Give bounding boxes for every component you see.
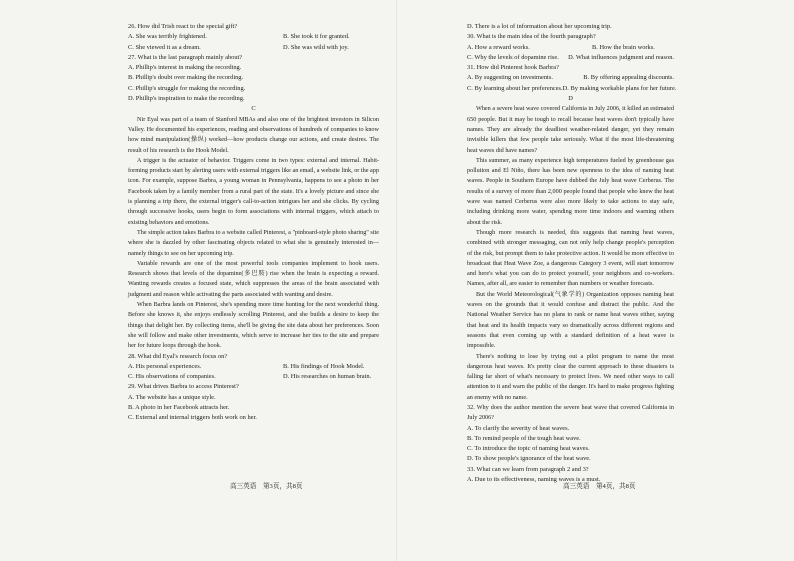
option-32d: D. To show people's ignorance of the heat wave. (467, 455, 591, 463)
passage-d-paragraph-4: But the World Meteorological(气象学的) Organization opposes naming heat waves on the grounds that it would confuse and distract the public. And the National Weather Service has no plans to rank or name heat waves either, saying that heat and its health impacts vary so dramatically across different regions and seasons that even coming up with a standard definition of a heat wave is impossible. (467, 290, 674, 350)
question-26: 26. How did Trish react to the special gift? (128, 23, 238, 30)
option-27d: D. Phillip's inspiration to make the recording. (128, 95, 245, 103)
right-page-footer: 高三英语 第4页，共8页 (563, 483, 636, 490)
option-29c: C. External and internal triggers both work on her. (128, 414, 257, 422)
option-31b: B. By offering appealing discounts. (583, 74, 674, 82)
passage-d-paragraph-3: Though more research is needed, this suggests that naming heat waves, combined with stronger messaging, can not only help change people's perception of the risk, but prompt them to take protective action. It would be more effective to broadcast that Heat Wave Zoe, a dangerous Category 3 event, will start tomorrow and here's what you can do to protect yourself, your neighbors and co-workers. Names, after all, are easier to remember than numbers or weather forecasts. (467, 228, 674, 288)
section-heading-d: D (568, 95, 573, 103)
question-31: 31. How did Pinterest hook Barbra? (467, 64, 559, 72)
question-32: 32. Why does the author mention the severe heat wave that covered California in July 2006? (467, 403, 674, 422)
option-27a: A. Phillip's interest in making the recording. (128, 64, 242, 72)
passage-c-paragraph-3: The simple action takes Barbra to a website called Pinterest, a "pinboard-style photo sharing" site where she is dazzled by other fascinating objects related to what she is genuinely interested in—namely things to see on her upcoming trip. (128, 228, 379, 257)
option-28d: D. His researches on human brain. (283, 373, 372, 381)
option-31c: C. By learning about her preferences. (467, 84, 563, 92)
question-33: 33. What can we learn from paragraph 2 and 3? (467, 465, 589, 473)
question-30: 30. What is the main idea of the fourth paragraph? (467, 33, 596, 41)
option-27b: B. Phillip's doubt over making the recording. (128, 74, 244, 82)
question-28: 28. What did Eyal's research focus on? (128, 352, 228, 360)
option-30c: C. Why the levels of dopamine rise. (467, 53, 559, 61)
question-26-options-2 (128, 43, 379, 53)
option-29b: B. A photo in her Facebook attracts her. (128, 403, 230, 411)
question-26-options (128, 32, 379, 42)
option-27c: C. Phillip's struggle for making the recording. (128, 84, 246, 92)
option-28c: C. His observations of companies. (128, 373, 216, 381)
passage-c-paragraph-5: When Barbra lands on Pinterest, she's spending more time hunting for the next wonderful thing. Before she knows it, she enjoys endlessly scrolling Pinterest, and she builds a desire to keep the things that delight her. By collecting items, she'll be giving the site data about her preferences. Soon she will follow and make other investments, which serve to increase her ties to the site and prepare her for future loops through the hook. (128, 301, 379, 350)
question-28-options-2 (128, 372, 379, 382)
passage-c-paragraph-1: Nir Eyal was part of a team of Stanford MBAs and also one of the brightest investors in Silicon Valley. He documented his experiences, reading and observations of hundreds of companies to know how mind manipulation(操纵) worked—how products change our actions, and create desires. The result of his research is the Hook Model. (128, 115, 379, 154)
question-28-options (128, 362, 379, 372)
option-30b: B. How the brain works. (592, 43, 655, 51)
left-page-footer: 高三英语 第3页，共8页 (230, 483, 303, 490)
question-31-options (467, 73, 674, 83)
option-32c: C. To introduce the topic of naming heat waves. (467, 445, 590, 453)
option-32a: A. To clarify the severity of heat waves. (467, 424, 570, 432)
passage-c-paragraph-4: Variable rewards are one of the most powerful tools companies implement to hook users. Research shows that levels of the dopamine(多巴胺) rise when the brain is expecting a reward. Wanting rewards creates a focused state, which suppresses the areas of the brain associated with judgment and reason while activating the parts associated with wanting and desire. (128, 259, 379, 298)
question-29: 29. What drives Barbra to access Pinterest? (128, 383, 239, 391)
passage-d-paragraph-2: This summer, as many experience high temperatures fueled by greenhouse gas pollution and El Niño, there has been new openness to the idea of naming heat waves. People in Southern Europe have dubbed the July heat wave Cerberus. The results of a survey of more than 2,000 people found that people who knew the heat wave was named Cerberus were also more likely to take actions to stay safe, including drinking more water, spending more time indoors and warning others about the risk. (467, 156, 674, 226)
question-30-options (467, 43, 674, 53)
option-29d: D. There is a lot of information about her upcoming trip. (467, 23, 612, 30)
question-30-options-2 (467, 53, 674, 63)
option-33a: A. Due to its effectiveness, naming waves is a must. (467, 476, 601, 484)
option-30a: A. How a reward works. (467, 43, 530, 51)
option-26b: B. She took it for granted. (283, 33, 350, 41)
question-27: 27. What is the last paragraph mainly about? (128, 53, 243, 61)
option-28a: A. His personal experiences. (128, 362, 202, 370)
option-31d: D. By making workable plans for her future. (562, 84, 677, 92)
option-32b: B. To remind people of the tough heat wave. (467, 434, 581, 442)
option-29a: A. The website has a unique style. (128, 393, 216, 401)
question-31-options-2 (467, 84, 677, 94)
option-31a: A. By suggesting on investments. (467, 74, 553, 82)
option-30d: D. What influences judgment and reason. (568, 53, 674, 61)
section-heading-c: C (251, 105, 256, 113)
passage-d-paragraph-1: When a severe heat wave covered California in July 2006, it killed an estimated 650 people. But it may be tough to recall because heat waves don't typically have names. They are already the deadliest weather-related danger, yet they remain invisible killers that few people take seriously. What if the most life-threatening heat waves did have names? (467, 105, 674, 154)
passage-c-paragraph-2: A trigger is the actuator of behavior. Triggers come in two types: external and internal. Habit-forming products start by alerting users with external triggers like an email, a website link, or the app icon. For example, suppose Barbra, a young woman in Pennsylvania, happens to see a photo in her Facebook taken by a family member from a rural part of the state. It's a lovely picture and since she is planning a trip there, the external trigger's call-to-action intrigues her and she clicks. By cycling through successive hooks, users begin to form associations with internal triggers, which attach to existing behaviors and emotions. (128, 156, 379, 226)
right-page (397, 0, 794, 561)
option-26a: A. She was terribly frightened. (128, 33, 207, 41)
option-28b: B. His findings of Hook Model. (283, 362, 365, 370)
passage-d-paragraph-5: There's nothing to lose by trying out a pilot program to name the most dangerous heat waves. It's pretty clear the current approach to these disasters is falling far short of what's necessary to protect lives. We need other ways to call attention to it and warn the public of the danger. It's hard to make progress fighting an enemy with no name. (467, 352, 674, 401)
option-26d: D. She was wild with joy. (283, 43, 349, 51)
option-26c: C. She viewed it as a dream. (128, 43, 201, 51)
